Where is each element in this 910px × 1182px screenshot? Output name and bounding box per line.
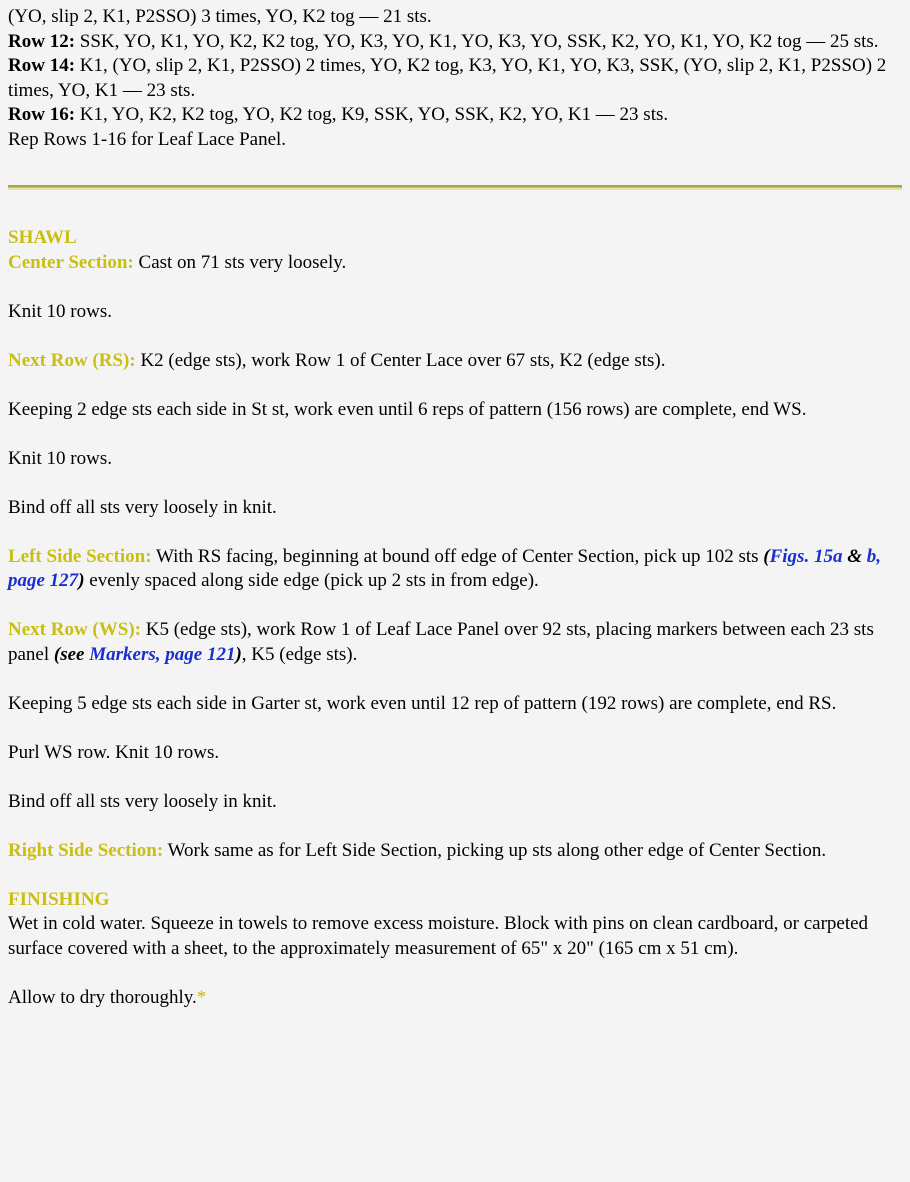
right-side-text: Work same as for Left Side Section, picking up sts along other edge of Center Section.	[163, 839, 827, 861]
end-star: *	[196, 986, 207, 1008]
shawl-heading: SHAWL	[8, 227, 77, 248]
dry-text: Allow to dry thoroughly.	[8, 986, 197, 1008]
keeping-2-edge: Keeping 2 edge sts each side in St st, work even until 6 reps of pattern (156 rows) are complete, end WS.	[8, 398, 807, 420]
pattern-page	[0, 5, 910, 1010]
left-paren-close: )	[78, 570, 85, 591]
see-prefix: (see	[53, 643, 90, 665]
purl-ws-row: Purl WS row. Knit 10 rows.	[8, 741, 220, 763]
left-side-text-2: evenly spaced along side edge (pick up 2 sts in from edge).	[84, 570, 539, 591]
row-14-label: Row 14:	[8, 55, 76, 76]
row-12	[8, 30, 902, 55]
left-ampersand: &	[842, 545, 867, 567]
left-side-text: With RS facing, beginning at bound off edge of Center Section, pick up 102 sts	[151, 545, 764, 567]
knit-10-rows-a: Knit 10 rows.	[8, 300, 112, 322]
knit-10-rows-b: Knit 10 rows.	[8, 447, 112, 469]
section-divider	[8, 185, 902, 190]
markers-page-121-link[interactable]: Markers, page 121	[89, 643, 236, 665]
keeping-5-edge: Keeping 5 edge sts each side in Garter st, work even until 12 rep of pattern (192 rows) are complete, end RS.	[8, 692, 837, 714]
bind-off-a: Bind off all sts very loosely in knit.	[8, 496, 277, 518]
figs-15a-link[interactable]: Figs. 15a	[769, 545, 843, 567]
finishing-heading: FINISHING	[8, 888, 110, 910]
shawl-section	[8, 226, 902, 863]
finishing-text: Wet in cold water. Squeeze in towels to remove excess moisture. Block with pins on clean cardboard, or carpeted surface covered with a sheet, to the approximately measurement of 65" x 20" (165 cm x 51 cm).	[8, 913, 869, 959]
center-section	[8, 251, 902, 276]
left-side-label: Left Side Section:	[8, 545, 152, 567]
next-row-ws-label: Next Row (WS):	[8, 619, 141, 640]
row-14-text: K1, (YO, slip 2, K1, P2SSO) 2 times, YO, K2 tog, K3, YO, K1, YO, K3, SSK, (YO, slip 2, K1, P2SSO) 2 times, YO, K1 — 23 sts.	[8, 55, 887, 101]
next-row-rs-label: Next Row (RS):	[8, 349, 136, 371]
dry-note	[8, 986, 902, 1011]
next-row-ws-text: K5 (edge sts), work Row 1 of Leaf Lace Panel over 92 sts, placing markers between each 23 sts panel	[8, 619, 874, 665]
row-12-label: Row 12:	[8, 30, 76, 52]
right-side-label: Right Side Section:	[8, 839, 164, 861]
row-16	[8, 103, 902, 128]
see-close: )	[235, 643, 242, 665]
center-section-text: Cast on 71 sts very loosely.	[133, 251, 347, 273]
next-row-ws	[8, 618, 902, 667]
row-16-text: K1, YO, K2, K2 tog, YO, K2 tog, K9, SSK, YO, SSK, K2, YO, K1 — 23 sts.	[75, 104, 669, 125]
row-instructions	[8, 5, 902, 152]
left-paren-open: (	[763, 545, 770, 567]
row-14	[8, 54, 902, 103]
row-12-text: SSK, YO, K1, YO, K2, K2 tog, YO, K3, YO, K1, YO, K3, YO, SSK, K2, YO, K1, YO, K2 tog — 25 sts.	[75, 30, 879, 52]
next-row-rs-text: K2 (edge sts), work Row 1 of Center Lace over 67 sts, K2 (edge sts).	[135, 349, 666, 371]
left-side-section	[8, 545, 902, 594]
repeat-note: Rep Rows 1-16 for Leaf Lace Panel.	[8, 128, 287, 150]
right-side-section	[8, 839, 902, 864]
center-section-label: Center Section:	[8, 251, 134, 273]
bind-off-b: Bind off all sts very loosely in knit.	[8, 790, 277, 812]
finishing-section	[8, 888, 902, 1011]
next-row-ws-text-2: , K5 (edge sts).	[241, 643, 358, 665]
next-row-rs	[8, 349, 902, 374]
figs-b-page-127-link[interactable]: b, page 127	[8, 545, 881, 591]
row-10-continuation: (YO, slip 2, K1, P2SSO) 3 times, YO, K2 tog — 21 sts.	[8, 6, 432, 27]
row-16-label: Row 16:	[8, 104, 76, 125]
